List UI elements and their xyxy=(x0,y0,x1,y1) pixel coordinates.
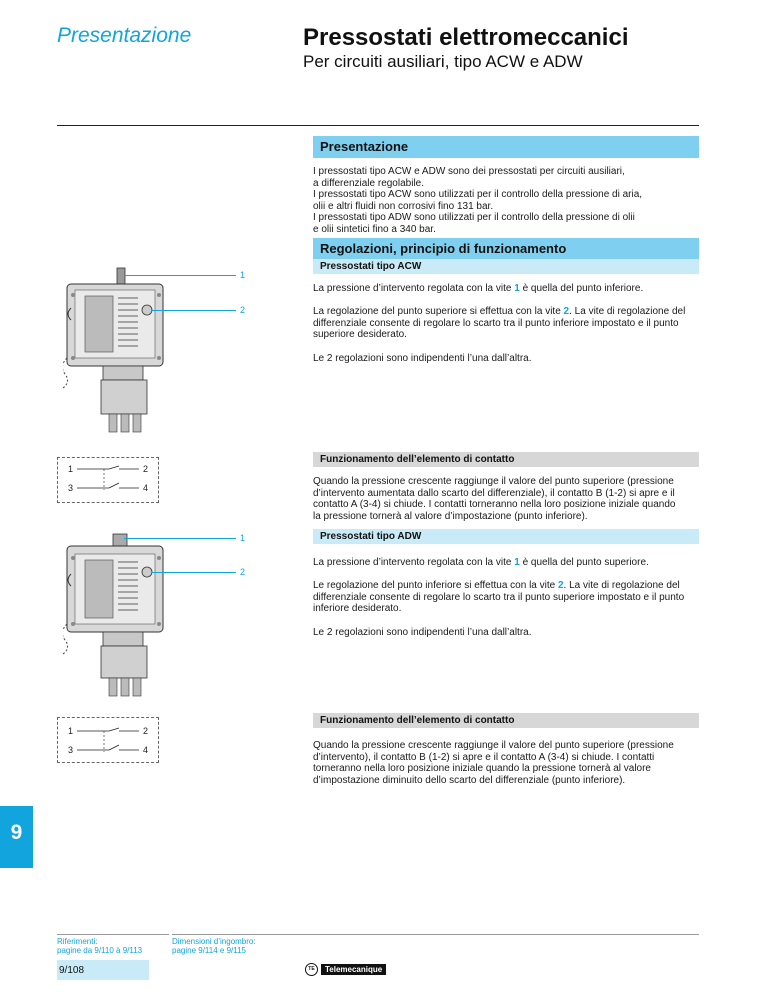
adw-paragraph-3: Le 2 regolazioni sono indipendenti l’una dall’altra. xyxy=(313,627,532,638)
acw-terminal-4: 4 xyxy=(143,483,149,493)
acw-callout-2: 2 xyxy=(240,305,246,315)
acw-contact-heading: Funzionamento dell’elemento di contatto xyxy=(313,452,699,467)
acw-terminal-2: 2 xyxy=(143,464,149,474)
regolazioni-heading: Regolazioni, principio di funzionamento xyxy=(313,238,699,260)
footer-dimensions[interactable]: Dimensioni d’ingombro: pagine 9/114 e 9/115 xyxy=(172,937,256,955)
section-label: Presentazione xyxy=(57,24,192,47)
acw-heading: Pressostati tipo ACW xyxy=(313,259,699,274)
acw-paragraph-3: Le 2 regolazioni sono indipendenti l’una dall’altra. xyxy=(313,353,532,364)
footer-divider-left xyxy=(57,934,169,935)
adw-terminal-1: 1 xyxy=(68,726,74,736)
adw-contact-symbol xyxy=(57,717,159,763)
adw-pressure-switch-illustration xyxy=(63,530,173,705)
acw-terminal-1: 1 xyxy=(68,464,74,474)
adw-terminal-4: 4 xyxy=(143,745,149,755)
adw-terminal-2: 2 xyxy=(143,726,149,736)
page-number: 9/108 xyxy=(57,960,149,980)
adw-paragraph-1: La pressione d’intervento regolata con la vite 1 è quella del punto superiore. xyxy=(313,557,649,568)
acw-terminal-3: 3 xyxy=(68,483,74,493)
acw-pressure-switch-illustration xyxy=(63,262,173,437)
brand-name: Telemecanique xyxy=(321,964,386,975)
adw-terminal-3: 3 xyxy=(68,745,74,755)
adw-callout-2-leader xyxy=(152,572,236,573)
adw-callout-1: 1 xyxy=(240,533,246,543)
adw-callout-2: 2 xyxy=(240,567,246,577)
page-title: Pressostati elettromeccanici xyxy=(303,24,629,51)
acw-callout-1-leader xyxy=(124,275,236,276)
brand-logo xyxy=(305,962,386,976)
adw-contact-heading: Funzionamento dell’elemento di contatto xyxy=(313,713,699,728)
footer-divider-right xyxy=(172,934,699,935)
header-divider xyxy=(57,125,699,126)
presentazione-heading: Presentazione xyxy=(313,136,699,158)
chapter-tab: 9 xyxy=(0,806,33,868)
acw-callout-1: 1 xyxy=(240,270,246,280)
telemecanique-emblem-icon: TE xyxy=(305,963,318,976)
acw-callout-2-leader xyxy=(152,310,236,311)
acw-paragraph-2: La regolazione del punto superiore si effettua con la vite 2. La vite di regolazione del differenziale consente di regolare lo scarto tra il punto inferiore impostato e il punto superiore desiderato. xyxy=(313,306,686,341)
page-subtitle: Per circuiti ausiliari, tipo ACW e ADW xyxy=(303,52,583,71)
adw-paragraph-2: Le regolazione del punto inferiore si effettua con la vite 2. La vite di regolazione del differenziale consente di regolare lo scarto tra il punto superiore impostato e il punto inferiore desiderato. xyxy=(313,580,685,615)
footer-references[interactable]: Riferimenti: pagine da 9/110 à 9/113 xyxy=(57,937,143,955)
adw-heading: Pressostati tipo ADW xyxy=(313,529,699,544)
acw-paragraph-1: La pressione d’intervento regolata con la vite 1 è quella del punto inferiore. xyxy=(313,283,644,294)
presentazione-text: I pressostati tipo ACW e ADW sono dei pressostati per circuiti ausiliari, a differenziale regolabile. I pressostati tipo ACW sono utilizzati per il controllo della pressione di aria, olii e altri fluidi non corrosivi fino 131 bar. I pressostati tipo ADW sono utilizzati per il controllo della pressione di olii e olii sintetici fino a 340 bar. xyxy=(313,166,643,235)
adw-contact-text: Quando la pressione crescente raggiunge il valore del punto superiore (pressione d’intervento), il contatto B (1-2) si apre e il contatto A (3-4) si chiude. I contatti torneranno nella loro posizione iniziale quando la pressione tornerà al valore d’impostazione diminuito dello scarto del differenziale (punto inferiore). xyxy=(313,740,674,786)
acw-contact-text: Quando la pressione crescente raggiunge il valore del punto superiore (pressione d’intervento aumentata dallo scarto del differenziale), il contatto B (1-2) si apre e il contatto A (3-4) si chiude. I contatti torneranno nella loro posizione iniziale quando la pressione tornerà al valore d’impostazione (punto inferiore). xyxy=(313,476,676,522)
adw-callout-1-leader xyxy=(124,538,236,539)
